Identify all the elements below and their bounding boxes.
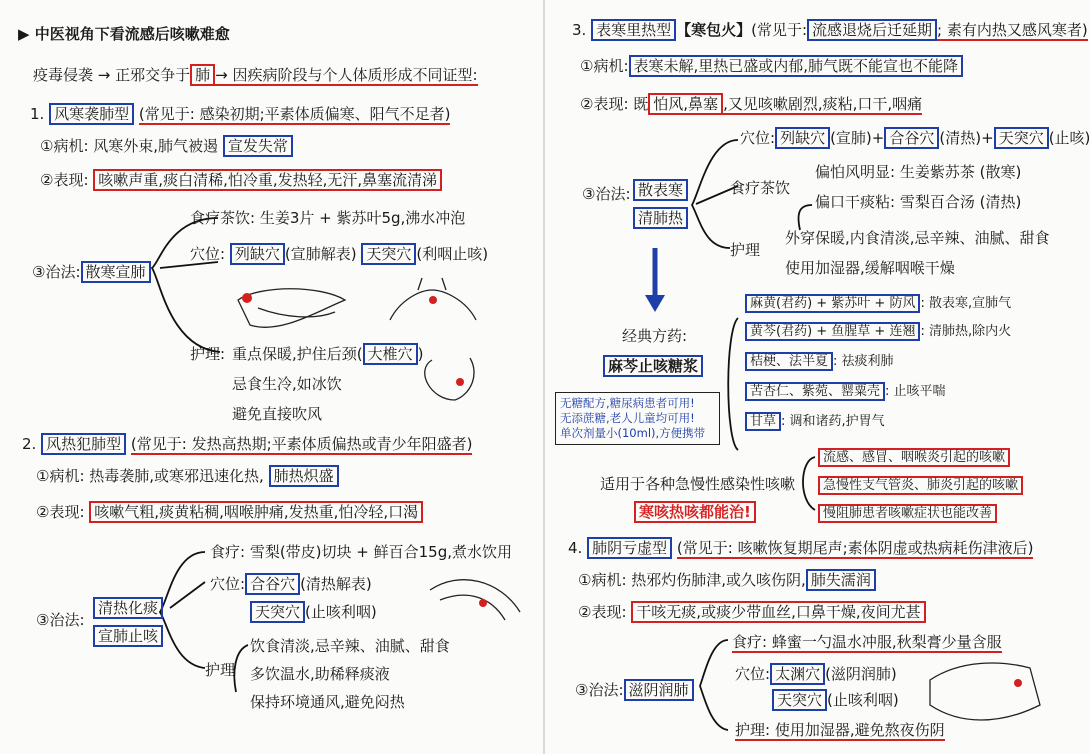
- s3-diet-label: 食疗茶饮: [730, 179, 791, 197]
- s4-heading: 4. 肺阴亏虚型 (常见于: 咳嗽恢复期尾声;素体阴虚或热病耗伤津液后): [568, 539, 1034, 557]
- s2-care-2: 多饮温水,助稀释痰液: [250, 665, 390, 683]
- s2-pathogenesis: ①病机: 热毒袭肺,或寒邪迅速化热, 肺热炽盛: [36, 466, 339, 486]
- s3-treatment-box1: 散表寒: [633, 180, 688, 200]
- s3-diet-1: 偏怕风明显: 生姜紫苏茶 (散寒): [815, 163, 1022, 181]
- s4-pathogenesis: ①病机: 热邪灼伤肺津,或久咳伤阴, 肺失濡润: [578, 570, 876, 590]
- s2-heading: 2. 风热犯肺型 (常见于: 发热高热期;平素体质偏热或青少年阳盛者): [22, 435, 473, 453]
- s3-treatment-label: ③治法:: [582, 185, 631, 203]
- s3-acupoints: 穴位: 列缺穴 (宣肺)+ 合谷穴 (清热)+ 天突穴 (止咳): [740, 129, 1090, 147]
- page-title: ▶ 中医视角下看流感后咳嗽难愈: [18, 25, 230, 43]
- s3-use-3: 慢阻肺患者咳嗽症状也能改善: [818, 504, 997, 524]
- s3-symptoms: ②表现: 既 怕风,鼻塞 ,又见咳嗽剧烈,痰粘,口干,咽痛: [580, 95, 923, 113]
- s3-treatment-box2: 清肺热: [633, 208, 688, 228]
- s3-herb-3: 桔梗、法半夏 : 祛痰利肺: [745, 352, 894, 372]
- wrist-sketch-icon: [238, 289, 345, 328]
- s1-care-1: 重点保暖,护住后颈( 大椎穴 ): [232, 345, 424, 363]
- s3-care-2: 使用加湿器,缓解咽喉干燥: [785, 259, 955, 277]
- s3-heading: 3. 表寒里热型 【寒包火】(常见于: 流感退烧后迁延期 ; 素有内热又感风寒者): [572, 21, 1088, 39]
- s2-symptoms: ②表现: 咳嗽气粗,痰黄粘稠,咽喉肿痛,发热重,怕冷轻,口渴: [36, 502, 423, 522]
- s4-brace-icon: [700, 640, 728, 730]
- s2-brace-icon: [160, 552, 205, 668]
- s3-herb-1: 麻黄(君药) + 紫苏叶 + 防风 : 散表寒,宣肺气: [745, 294, 1011, 314]
- s3-herb-5: 甘草 : 调和诸药,护胃气: [745, 412, 885, 432]
- s3-herb-2: 黄芩(君药) + 鱼腥草 + 连翘 : 清肺热,除内火: [745, 322, 1011, 342]
- s1-symptoms: ②表现: 咳嗽声重,痰白清稀,怕冷重,发热轻,无汗,鼻塞流清涕: [40, 170, 442, 190]
- s3-herb-brace-icon: [728, 318, 738, 450]
- s2-acupoint-2: 天突穴 (止咳利咽): [250, 602, 377, 622]
- s2-treatment-box2: 宣肺止咳: [93, 626, 163, 646]
- acupoint-marker-icon: [242, 293, 252, 303]
- s1-acupoints: 穴位: 列缺穴 (宣肺解表) 天突穴 (利咽止咳): [190, 245, 489, 263]
- s3-pathogenesis: ①病机: 表寒未解,里热已盛或内郁,肺气既不能宣也不能降: [580, 56, 963, 76]
- s3-diet-2: 偏口干痰粘: 雪梨百合汤 (清热): [815, 193, 1022, 211]
- s2-treatment-box1: 清热化痰: [93, 598, 163, 618]
- s3-formula-notes: 无糖配方,糖尿病患者可用! 无添蔗糖,老人儿童均可用! 单次剂量小(10ml),方便携带: [555, 392, 720, 445]
- s4-acupoint-2: 天突穴 (止咳利咽): [772, 690, 899, 710]
- s2-care-1: 饮食清淡,忌辛辣、油腻、甜食: [250, 637, 450, 655]
- s1-care-2: 忌食生冷,如冰饮: [232, 375, 342, 393]
- s1-care-label: 护理:: [190, 345, 226, 363]
- s1-heading: 1. 风寒袭肺型 (常见于: 感染初期;平素体质偏寒、阳气不足者): [30, 105, 451, 123]
- s3-care-label: 护理: [730, 241, 761, 259]
- s3-formula-name: 麻芩止咳糖浆: [603, 356, 703, 376]
- s3-formula-label: 经典方药:: [622, 327, 688, 345]
- s3-herb-4: 苦杏仁、紫菀、罂粟壳 : 止咳平喘: [745, 382, 946, 402]
- s3-use-2: 急慢性支气管炎、肺炎引起的咳嗽: [818, 476, 1023, 496]
- s3-use-box: 寒咳热咳都能治!: [634, 502, 756, 522]
- hand-sketch-icon: [430, 580, 520, 620]
- s2-care-3: 保持环境通风,避免闷热: [250, 693, 405, 711]
- intro-line: 疫毒侵袭 → 正邪交争于 肺 → 因疾病阶段与个人体质形成不同证型:: [33, 66, 478, 84]
- s3-use-1: 流感、感冒、咽喉炎引起的咳嗽: [818, 448, 1010, 468]
- s3-use-brace-icon: [803, 457, 815, 510]
- s3-care-1: 外穿保暖,内食清淡,忌辛辣、油腻、甜食: [785, 229, 1050, 247]
- s4-acupoint-1: 穴位: 太渊穴 (滋阴润肺): [735, 665, 897, 683]
- s2-diet: 食疗: 雪梨(带皮)切块 + 鲜百合15g,煮水饮用: [210, 543, 513, 561]
- s3-use-text: 适用于各种急慢性感染性咳嗽: [600, 475, 796, 493]
- s4-symptoms: ②表现: 干咳无痰,或痰少带血丝,口鼻干燥,夜间尤甚: [578, 602, 926, 622]
- s4-treatment: ③治法: 滋阴润肺: [575, 680, 694, 700]
- s1-pathogenesis: ①病机: 风寒外束,肺气被遏 宣发失常: [40, 136, 293, 156]
- palm-sketch-icon: [930, 663, 1040, 720]
- s4-diet: 食疗: 蜂蜜一勺温水冲服,秋梨膏少量含服: [732, 633, 1002, 651]
- s4-care: 护理: 使用加湿器,避免熬夜伤阴: [735, 721, 945, 739]
- s1-care-3: 避免直接吹风: [232, 405, 323, 423]
- s1-brace-icon: [152, 218, 220, 352]
- s2-care-label: 护理: [205, 661, 236, 679]
- s2-treatment-label: ③治法:: [36, 611, 85, 629]
- s1-treatment: ③治法: 散寒宣肺: [32, 262, 151, 282]
- s1-diet: 食疗茶饮: 生姜3片 + 紫苏叶5g,沸水冲泡: [190, 209, 466, 227]
- s2-acupoint-1: 穴位: 合谷穴 (清热解表): [210, 575, 372, 593]
